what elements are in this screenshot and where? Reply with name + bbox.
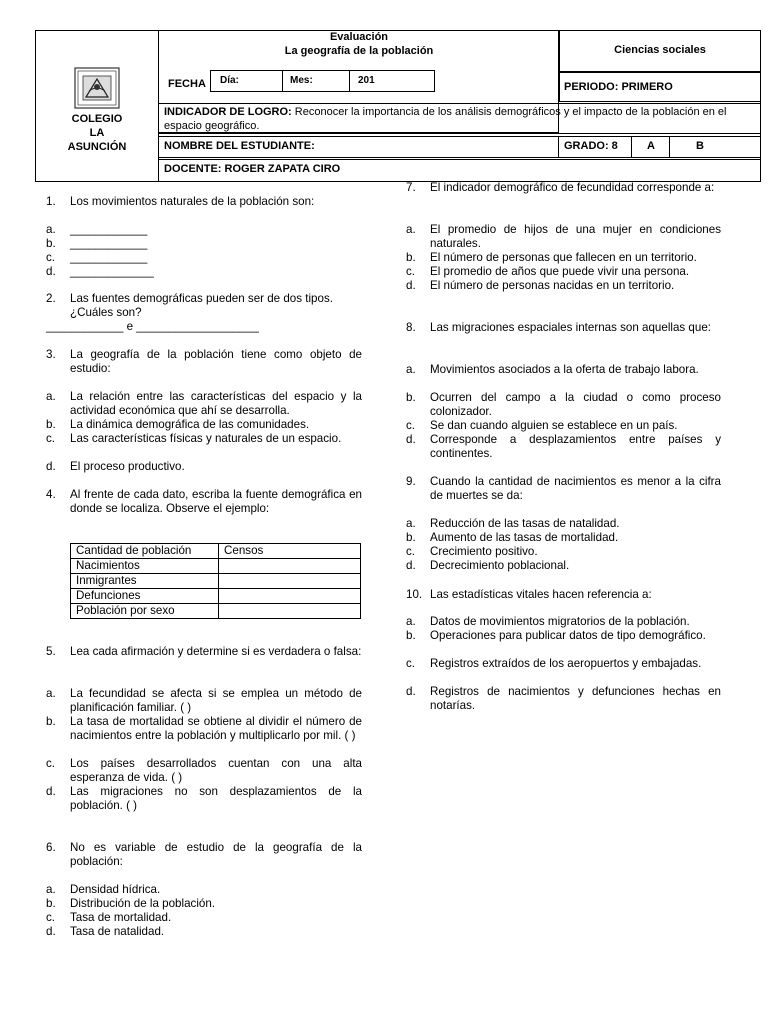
grado-label: GRADO: 8	[564, 140, 618, 152]
school-name: COLEGIO LA ASUNCIÓN	[67, 113, 127, 153]
answer-blank[interactable]: _____________	[70, 265, 154, 278]
table-row: Población por sexo	[71, 604, 361, 619]
year-label: 201	[358, 75, 375, 86]
table-row: Inmigrantes	[71, 574, 361, 589]
answer-cell[interactable]	[219, 604, 361, 619]
table-row: Defunciones	[71, 589, 361, 604]
table-row: Cantidad de población Censos	[71, 544, 361, 559]
answer-cell[interactable]	[219, 574, 361, 589]
estudiante-label: NOMBRE DEL ESTUDIANTE:	[164, 140, 315, 152]
table-row: Nacimientos	[71, 559, 361, 574]
grupo-b-label: B	[696, 140, 704, 152]
title-line-2: La geografía de la población	[284, 45, 434, 57]
sources-table	[70, 543, 361, 619]
dia-label: Día:	[220, 75, 239, 86]
subject-label: Ciencias sociales	[614, 44, 706, 56]
answer-blank[interactable]: ____________	[70, 223, 148, 236]
fecha-label: FECHA	[168, 78, 206, 90]
mes-label: Mes:	[290, 75, 313, 86]
answer-cell[interactable]	[219, 589, 361, 604]
answer-cell[interactable]	[219, 559, 361, 574]
answer-blank[interactable]: ____________	[70, 251, 148, 264]
indicador-text: INDICADOR DE LOGRO: Reconocer la importancia de los análisis demográficos y el impacto de la población en el espacio geográfico.	[164, 106, 727, 132]
q2-answer-blanks[interactable]: ____________ e ___________________	[46, 320, 259, 333]
answer-blank[interactable]: ____________	[70, 237, 148, 250]
grupo-a-label: A	[647, 140, 655, 152]
school-seal-icon	[74, 67, 120, 109]
question-2: 2. Las fuentes demográficas pueden ser de dos tipos. ¿Cuáles son? ____________ e ___________________	[46, 292, 333, 333]
title-line-1: Evaluación	[329, 31, 389, 43]
periodo-label: PERIODO: PRIMERO	[564, 81, 673, 93]
docente-label: DOCENTE: ROGER ZAPATA CIRO	[164, 163, 341, 175]
